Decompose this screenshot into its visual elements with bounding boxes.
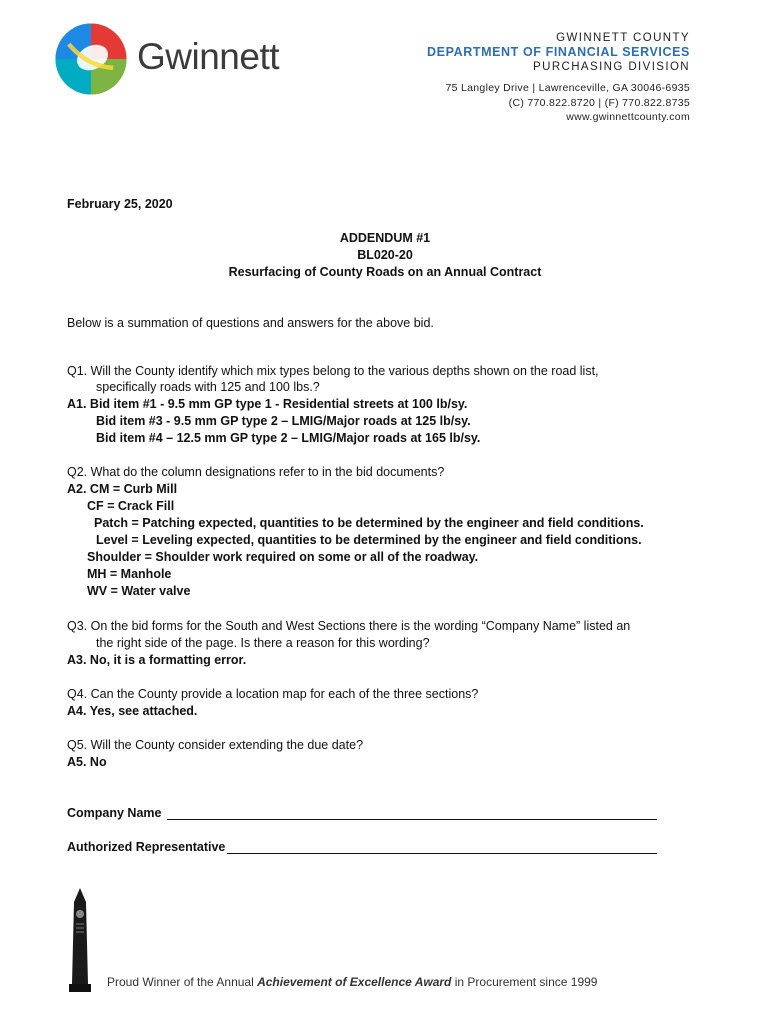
answer-1: A1. Bid item #1 - 9.5 mm GP type 1 - Residential streets at 100 lb/sy.: [67, 397, 468, 411]
authorized-rep-field[interactable]: [227, 853, 657, 854]
question-3: Q3. On the bid forms for the South and West Sections there is the wording “Company Name” listed an: [67, 619, 631, 633]
company-name-label: Company Name: [67, 806, 162, 820]
question-4: Q4. Can the County provide a location map for each of the three sections?: [67, 687, 479, 701]
answer-1-item-4: Bid item #4 – 12.5 mm GP type 2 – LMIG/Major roads at 165 lb/sy.: [96, 431, 481, 445]
answer-2-mh: MH = Manhole: [87, 567, 172, 581]
org-name: GWINNETT COUNTY: [556, 32, 690, 44]
division-name: PURCHASING DIVISION: [533, 61, 690, 73]
answer-2-cf: CF = Crack Fill: [87, 499, 175, 513]
answer-2-shoulder: Shoulder = Shoulder work required on some or all of the roadway.: [87, 550, 479, 564]
addendum-title: ADDENDUM #1: [339, 231, 431, 245]
question-1: Q1. Will the County identify which mix types belong to the various depths shown on the road list,: [67, 364, 599, 378]
company-name-field[interactable]: [167, 819, 657, 820]
logo-wordmark: Gwinnett: [137, 36, 280, 77]
answer-2-level: Level = Leveling expected, quantities to be determined by the engineer and field conditions.: [96, 533, 642, 547]
question-5: Q5. Will the County consider extending the due date?: [67, 738, 364, 752]
question-3-cont: the right side of the page. Is there a reason for this wording?: [96, 636, 430, 650]
document-date: February 25, 2020: [67, 197, 173, 211]
bid-number: BL020-20: [357, 248, 413, 262]
answer-4: A4. Yes, see attached.: [67, 704, 198, 718]
award-suffix: in Procurement since 1999: [451, 975, 598, 989]
award-name: Achievement of Excellence Award: [257, 975, 452, 989]
intro-text: Below is a summation of questions and answers for the above bid.: [67, 316, 434, 330]
department-name: DEPARTMENT OF FINANCIAL SERVICES: [427, 45, 690, 59]
question-1-cont: specifically roads with 125 and 100 lbs.?: [96, 380, 320, 394]
gwinnett-logo-icon: [54, 22, 128, 96]
question-2: Q2. What do the column designations refer to in the bid documents?: [67, 465, 445, 479]
answer-5: A5. No: [67, 755, 107, 769]
award-trophy-icon: [66, 888, 94, 992]
award-prefix: Proud Winner of the Annual: [107, 975, 258, 989]
answer-3: A3. No, it is a formatting error.: [67, 653, 247, 667]
bid-title: Resurfacing of County Roads on an Annual Contract: [228, 265, 542, 279]
website-link[interactable]: www.gwinnettcounty.com: [566, 111, 690, 123]
answer-2-wv: WV = Water valve: [87, 584, 191, 598]
award-caption: [107, 975, 597, 989]
answer-1-item-3: Bid item #3 - 9.5 mm GP type 2 – LMIG/Major roads at 125 lb/sy.: [96, 414, 471, 428]
authorized-rep-label: Authorized Representative: [67, 840, 226, 854]
phone-line: (C) 770.822.8720 | (F) 770.822.8735: [508, 97, 690, 109]
address-line: 75 Langley Drive | Lawrenceville, GA 30046-6935: [445, 82, 690, 94]
answer-2: A2. CM = Curb Mill: [67, 482, 178, 496]
answer-2-patch: Patch = Patching expected, quantities to be determined by the engineer and field conditions.: [94, 516, 644, 530]
